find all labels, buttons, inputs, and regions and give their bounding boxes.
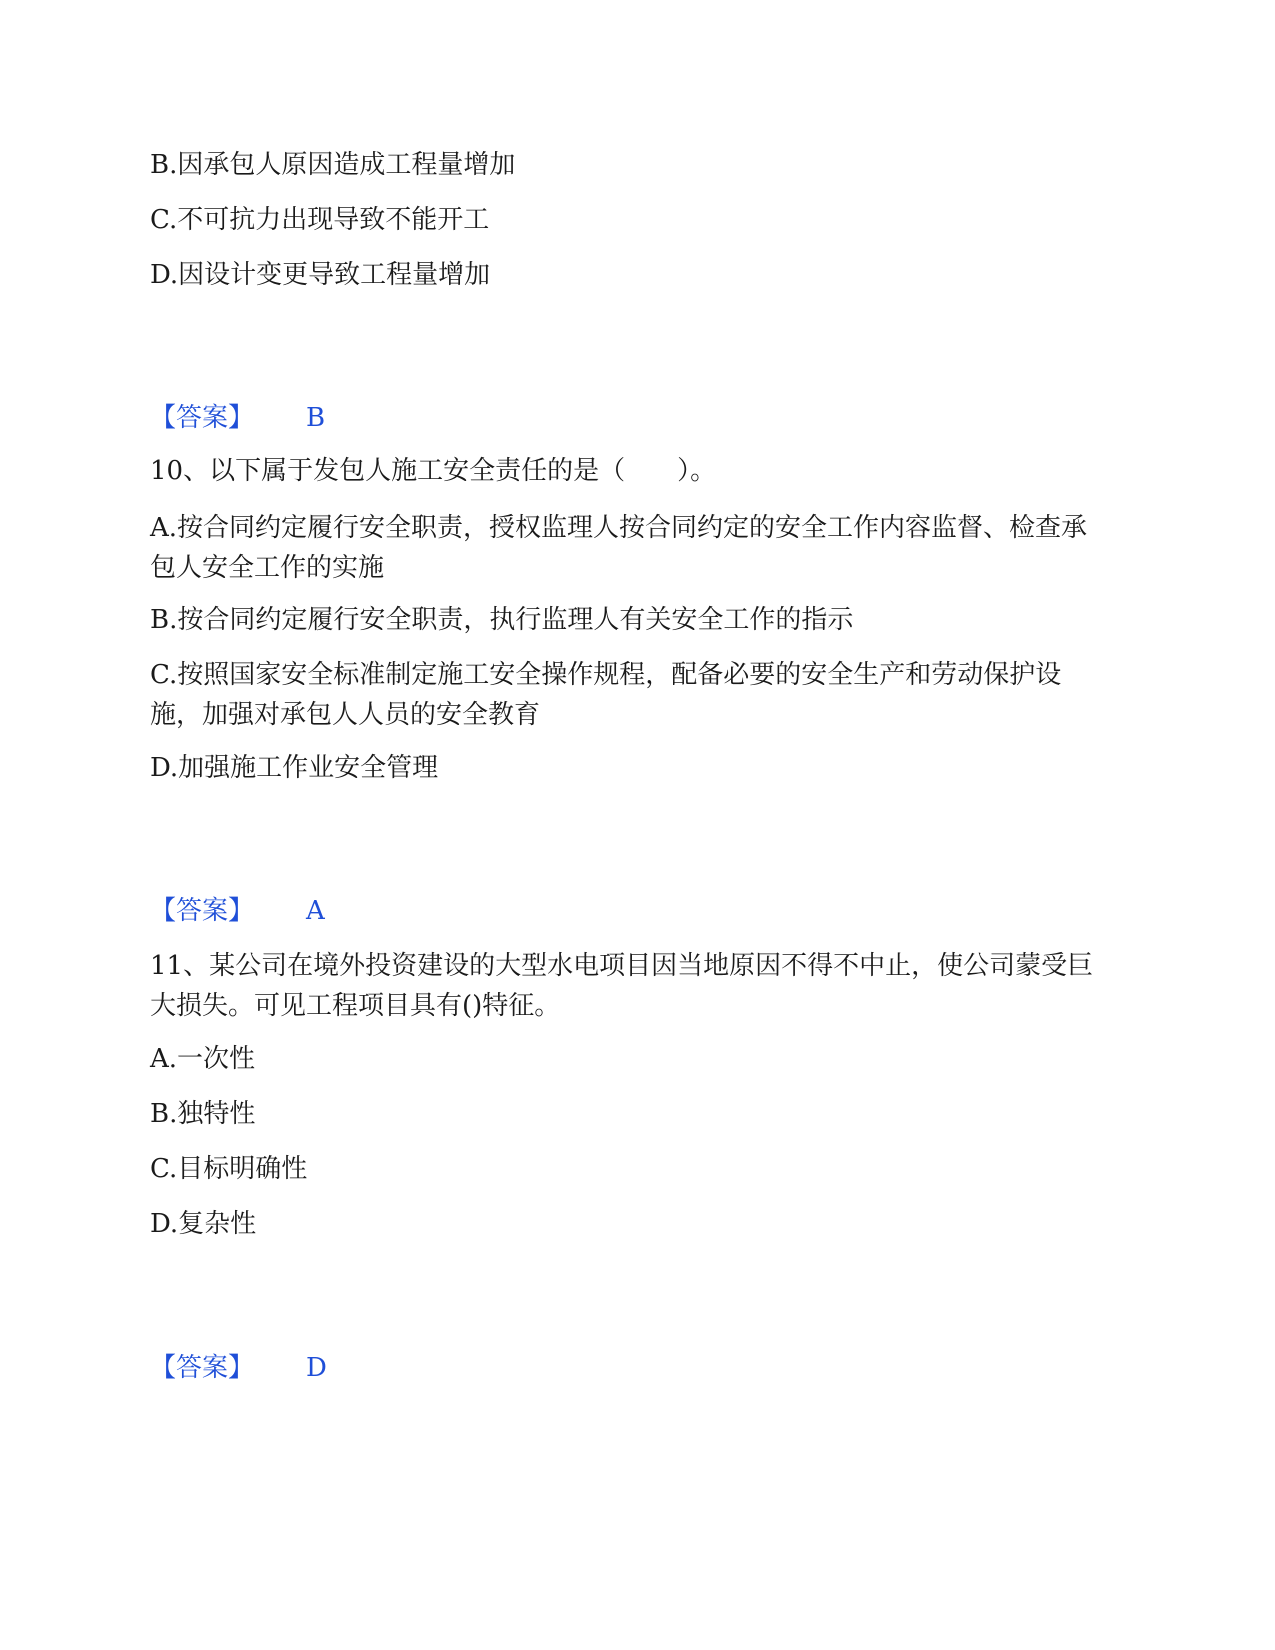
q10-option-c: C.按照国家安全标准制定施工安全操作规程，配备必要的安全生产和劳动保护设施，加强对承包人人员的安全教育: [150, 660, 1062, 730]
q10-option-b: B.按合同约定履行安全职责，执行监理人有关安全工作的指示: [150, 605, 854, 635]
q11-answer: [150, 1348, 327, 1388]
answer-label: 【答案】: [150, 896, 255, 926]
answer-label: 【答案】: [150, 403, 255, 433]
q9-option-b: B.因承包人原因造成工程量增加: [150, 150, 516, 180]
q9-option-c: C.不可抗力出现导致不能开工: [150, 205, 490, 235]
q10-option-a: A.按合同约定履行安全职责，授权监理人按合同约定的安全工作内容监督、检查承包人安全工作的实施: [150, 513, 1088, 583]
q9-answer: [150, 398, 325, 438]
q11-option-d: D.复杂性: [150, 1209, 257, 1239]
answer-letter: D: [306, 1353, 327, 1383]
q11-option-a: A.一次性: [150, 1044, 256, 1074]
q9-option-d: D.因设计变更导致工程量增加: [150, 260, 491, 290]
answer-letter: B: [306, 403, 326, 433]
q11-option-b: B.独特性: [150, 1099, 256, 1129]
answer-label: 【答案】: [150, 1353, 255, 1383]
q11-option-c: C.目标明确性: [150, 1154, 308, 1184]
answer-letter: A: [306, 896, 325, 926]
q10-option-d: D.加强施工作业安全管理: [150, 753, 439, 783]
q10-answer: [150, 891, 325, 931]
q10-question: 10、以下属于发包人施工安全责任的是（ ）。: [150, 456, 717, 486]
q11-question: 11、某公司在境外投资建设的大型水电项目因当地原因不得不中止，使公司蒙受巨大损失。可见工程项目具有()特征。: [150, 951, 1094, 1021]
